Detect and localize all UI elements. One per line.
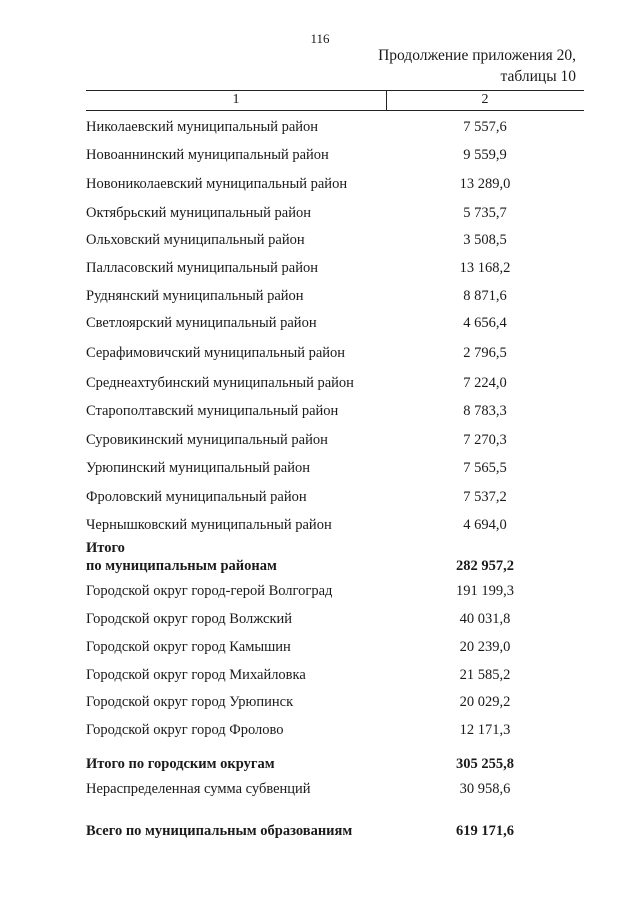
unallocated-value: 30 958,6 [459,781,511,797]
row-value: 21 585,2 [459,667,511,683]
row-name: Октябрьский муниципальный район [86,205,311,221]
row-value: 4 656,4 [463,315,507,331]
row-name: Городской округ город-герой Волгоград [86,583,333,599]
row-value: 7 537,2 [463,489,507,505]
row-name: Городской округ город Фролово [86,722,284,738]
row-name: Городской округ город Урюпинск [86,694,294,710]
total-okrugs-value: 305 255,8 [456,756,514,772]
row-value: 7 557,6 [463,119,507,135]
row-name: Новоаннинский муниципальный район [86,147,329,163]
row-name: Ольховский муниципальный район [86,232,305,248]
row-name: Среднеахтубинский муниципальный район [86,375,354,391]
total-okrugs-label: Итого по городским округам [86,756,275,772]
row-name: Городской округ город Михайловка [86,667,306,683]
row-value: 20 029,2 [459,694,511,710]
row-name: Урюпинский муниципальный район [86,460,310,476]
row-name: Светлоярский муниципальный район [86,315,317,331]
row-name: Чернышковский муниципальный район [86,517,332,533]
grand-total-label: Всего по муниципальным образованиям [86,823,353,839]
row-name: Новониколаевский муниципальный район [86,176,348,192]
row-name: Серафимовичский муниципальный район [86,345,346,361]
caption-line-2: таблицы 10 [500,68,576,85]
total-districts-line-2: по муниципальным районам [86,558,277,574]
row-value: 13 289,0 [459,176,511,192]
total-districts-line-1: Итого [86,540,125,556]
row-name: Фроловский муниципальный район [86,489,307,505]
row-name: Руднянский муниципальный район [86,288,304,304]
row-value: 8 871,6 [463,288,507,304]
table-caption [378,45,576,87]
row-name: Суровикинский муниципальный район [86,432,328,448]
row-value: 20 239,0 [459,639,511,655]
row-name: Городской округ город Волжский [86,611,293,627]
row-name: Старополтавский муниципальный район [86,403,339,419]
row-value: 2 796,5 [463,345,507,361]
total-districts-label [86,539,277,575]
column-number-2: 2 [481,92,489,107]
row-value: 3 508,5 [463,232,507,248]
row-value: 13 168,2 [459,260,511,276]
row-value: 12 171,3 [459,722,511,738]
row-value: 9 559,9 [463,147,507,163]
page-number: 116 [310,31,330,46]
row-value: 7 270,3 [463,432,507,448]
unallocated-label: Нераспределенная сумма субвенций [86,781,311,797]
row-value: 5 735,7 [463,205,507,221]
row-name: Городской округ город Камышин [86,639,291,655]
row-value: 7 224,0 [463,375,507,391]
table-header-rule [86,110,584,111]
row-value: 191 199,3 [456,583,514,599]
row-value: 4 694,0 [463,517,507,533]
total-districts-value: 282 957,2 [456,558,514,574]
caption-line-1: Продолжение приложения 20, [378,47,576,64]
table-top-rule [86,90,584,91]
row-name: Николаевский муниципальный район [86,119,319,135]
grand-total-value: 619 171,6 [456,823,514,839]
row-name: Палласовский муниципальный район [86,260,318,276]
row-value: 7 565,5 [463,460,507,476]
row-value: 8 783,3 [463,403,507,419]
column-number-1: 1 [232,92,240,107]
row-value: 40 031,8 [459,611,511,627]
